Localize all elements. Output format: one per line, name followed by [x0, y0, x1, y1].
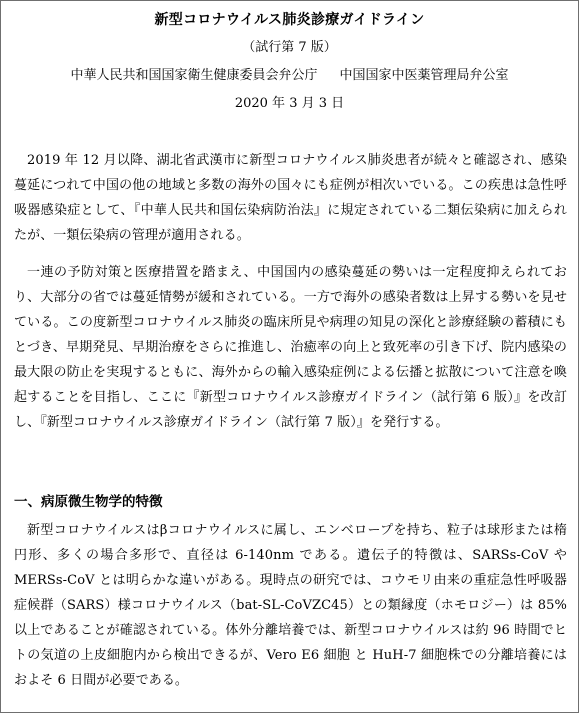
issue-date: 2020 年 3 月 3 日	[234, 96, 345, 111]
issuer-natcm: 中国国家中医薬管理局弁公室	[339, 68, 509, 83]
issuers-line	[0, 66, 579, 86]
document-title: 新型コロナウイルス肺炎診療ガイドライン	[154, 12, 425, 28]
issuer-nhc: 中華人民共和国国家衛生健康委員会弁公庁	[70, 68, 318, 83]
section-heading-pathogen: 一、病原微生物学的特徴	[14, 494, 163, 510]
section-paragraph-pathogen: 新型コロナウイルスはβコロナウイルスに属し、エンベロープを持ち、粒子は球形または楕円形、多くの場合多形で、直径は 6-140nm である。遺伝子的特徴は、SARSs-CoV や MERSs-CoV とは明らかな違いがある。現時点の研究では、コウモリ由来の重症急性呼吸器症候群（SARS）様コロナウイルス（bat-SL-CoVZC45）との類縁度（ホモロジー）は 85%以上であることが確認されている。体外分離培養では、新型コロナウイルスは約 96 時間でヒトの気道の上皮細胞内から検出できるが、Vero E6 細胞 と HuH-7 細胞株での分離培養にはおよそ 6 日間が必要である。	[14, 523, 567, 688]
intro-paragraph-1: 2019 年 12 月以降、湖北省武漢市に新型コロナウイルス肺炎患者が続々と確認され、感染蔓延につれて中国の他の地域と多数の海外の国々にも症例が相次いでいる。この疾患は急性呼吸器感染症として、『中華人民共和国伝染病防治法』に規定されている二類伝染病に加えられたが、一類伝染病の管理が適用される。	[14, 153, 567, 243]
edition-label: （試行第 7 版）	[242, 40, 337, 55]
intro-paragraph-2: 一連の予防対策と医療措置を踏まえ、中国国内の感染蔓延の勢いは一定程度抑えられており、大部分の省では蔓延情勢が緩和されている。一方で海外の感染者数は上昇する勢いを見せている。この度新型コロナウイルス肺炎の臨床所見や病理の知見の深化と診療経験の蓄積にもとづき、早期発見、早期治療をさらに推進し、治癒率の向上と致死率の引き下げ、院内感染の最大限の防止を実現するともに、海外からの輸入感染症例による伝播と拡散について注意を喚起することを目指し、ここに『新型コロナウイルス診療ガイドライン（試行第 6 版）』を改訂し、『新型コロナウイルス診療ガイドライン（試行第 7 版）』を発行する。	[14, 265, 567, 430]
